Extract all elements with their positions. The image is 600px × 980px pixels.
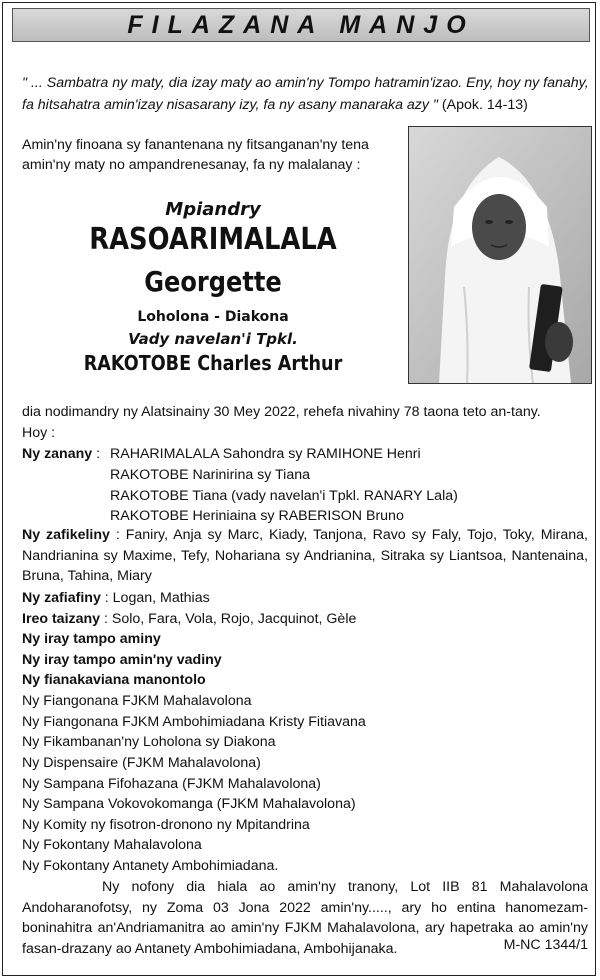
children-label: Ny zanany :	[22, 446, 101, 462]
widow-of-label: Vady navelan'i Tpkl.	[128, 330, 298, 348]
notice-reference: M-NC 1344/1	[503, 937, 588, 953]
child-item: RAKOTOBE Narinirina sy Tiana	[110, 467, 311, 483]
family-line: Ny iray tampo amin'ny vadiny	[22, 652, 222, 668]
deceased-given-name: Georgette	[144, 265, 282, 298]
nephews-line: Ireo taizany : Solo, Fara, Vola, Rojo, Jacquinot, Gèle	[22, 611, 357, 627]
org-item: Ny Fiangonana FJKM Ambohimiadana Kristy Fitiavana	[22, 714, 366, 730]
org-item: Ny Sampana Vokovokomanga (FJKM Mahalavolona)	[22, 796, 356, 812]
intro-line-1: Amin'ny finoana sy fanantenana ny fitsanganan'ny tena	[22, 137, 369, 153]
great-grandchildren-line: Ny zafiafiny : Logan, Mathias	[22, 590, 210, 606]
org-item: Ny Sampana Fifohazana (FJKM Mahalavolona)	[22, 776, 321, 792]
child-item: RAKOTOBE Tiana (vady navelan'i Tpkl. RANARY Lala)	[110, 488, 458, 504]
portrait-photo	[408, 126, 592, 384]
hoy-label: Hoy :	[22, 425, 56, 441]
org-item: Ny Komity ny fisotron-dronono ny Mpitandrina	[22, 817, 310, 833]
child-item: RAHARIMALALA Sahondra sy RAMIHONE Henri	[110, 446, 421, 462]
husband-name: RAKOTOBE Charles Arthur	[83, 351, 343, 375]
funeral-paragraph: Ny nofony dia hiala ao amin'ny tranony, Lot IIB 81 Mahalavolona Andoharanofotsy, ny Zoma 03 Jona 2022 amin'ny....., ary ho entina hanomezam-boninahitra an'Andriamanitra ao amin'ny FJKM Mahalavolona, ary hapetraka ao amin'ny fasan-drazany ao Antanety Ambohimiadana, Ambohijanaka.	[22, 879, 588, 957]
grandchildren-paragraph: Ny zafikeliny : Faniry, Anja sy Marc, Kiady, Tanjona, Ravo sy Faly, Tojo, Toky, Mirana, Nandrianina sy Maxime, Tefy, Nohariana sy Andrianina, Sitraka sy Liantsoa, Nantenaina, Bruna, Tahina, Miary	[22, 527, 588, 584]
deceased-surname: RASOARIMALALA	[89, 222, 337, 257]
notice-header	[12, 8, 590, 42]
child-item: RAKOTOBE Heriniaina sy RABERISON Bruno	[110, 508, 404, 524]
verse-line-1: " ... Sambatra ny maty, dia izay maty ao amin'ny Tompo hatramin'izao. Eny, hoy ny fanahy,	[22, 75, 589, 91]
death-announcement: dia nodimandry ny Alatsinainy 30 Mey 2022, rehefa nivahiny 78 taona teto an-tany.	[22, 404, 541, 420]
family-line: Ny fianakaviana manontolo	[22, 672, 206, 688]
org-item: Ny Fikambanan'ny Loholona sy Diakona	[22, 734, 276, 750]
family-line: Ny iray tampo aminy	[22, 631, 161, 647]
org-item: Ny Dispensaire (FJKM Mahalavolona)	[22, 755, 261, 771]
org-item: Ny Fiangonana FJKM Mahalavolona	[22, 693, 252, 709]
org-item: Ny Fokontany Mahalavolona	[22, 837, 202, 853]
deceased-title: Mpiandry	[165, 199, 261, 220]
verse-line-2: fa hitsahatra amin'izay nisasarany izy, fa ny asany manaraka azy " (Apok. 14-13)	[22, 97, 528, 113]
org-item: Ny Fokontany Antanety Ambohimiadana.	[22, 858, 279, 874]
deceased-role: Loholona - Diakona	[137, 309, 289, 325]
header-title: FILAZANA MANJO	[127, 10, 475, 39]
intro-line-2: amin'ny maty no ampandrenesanay, fa ny malalanay :	[22, 157, 361, 173]
verse-reference: (Apok. 14-13)	[437, 97, 528, 113]
